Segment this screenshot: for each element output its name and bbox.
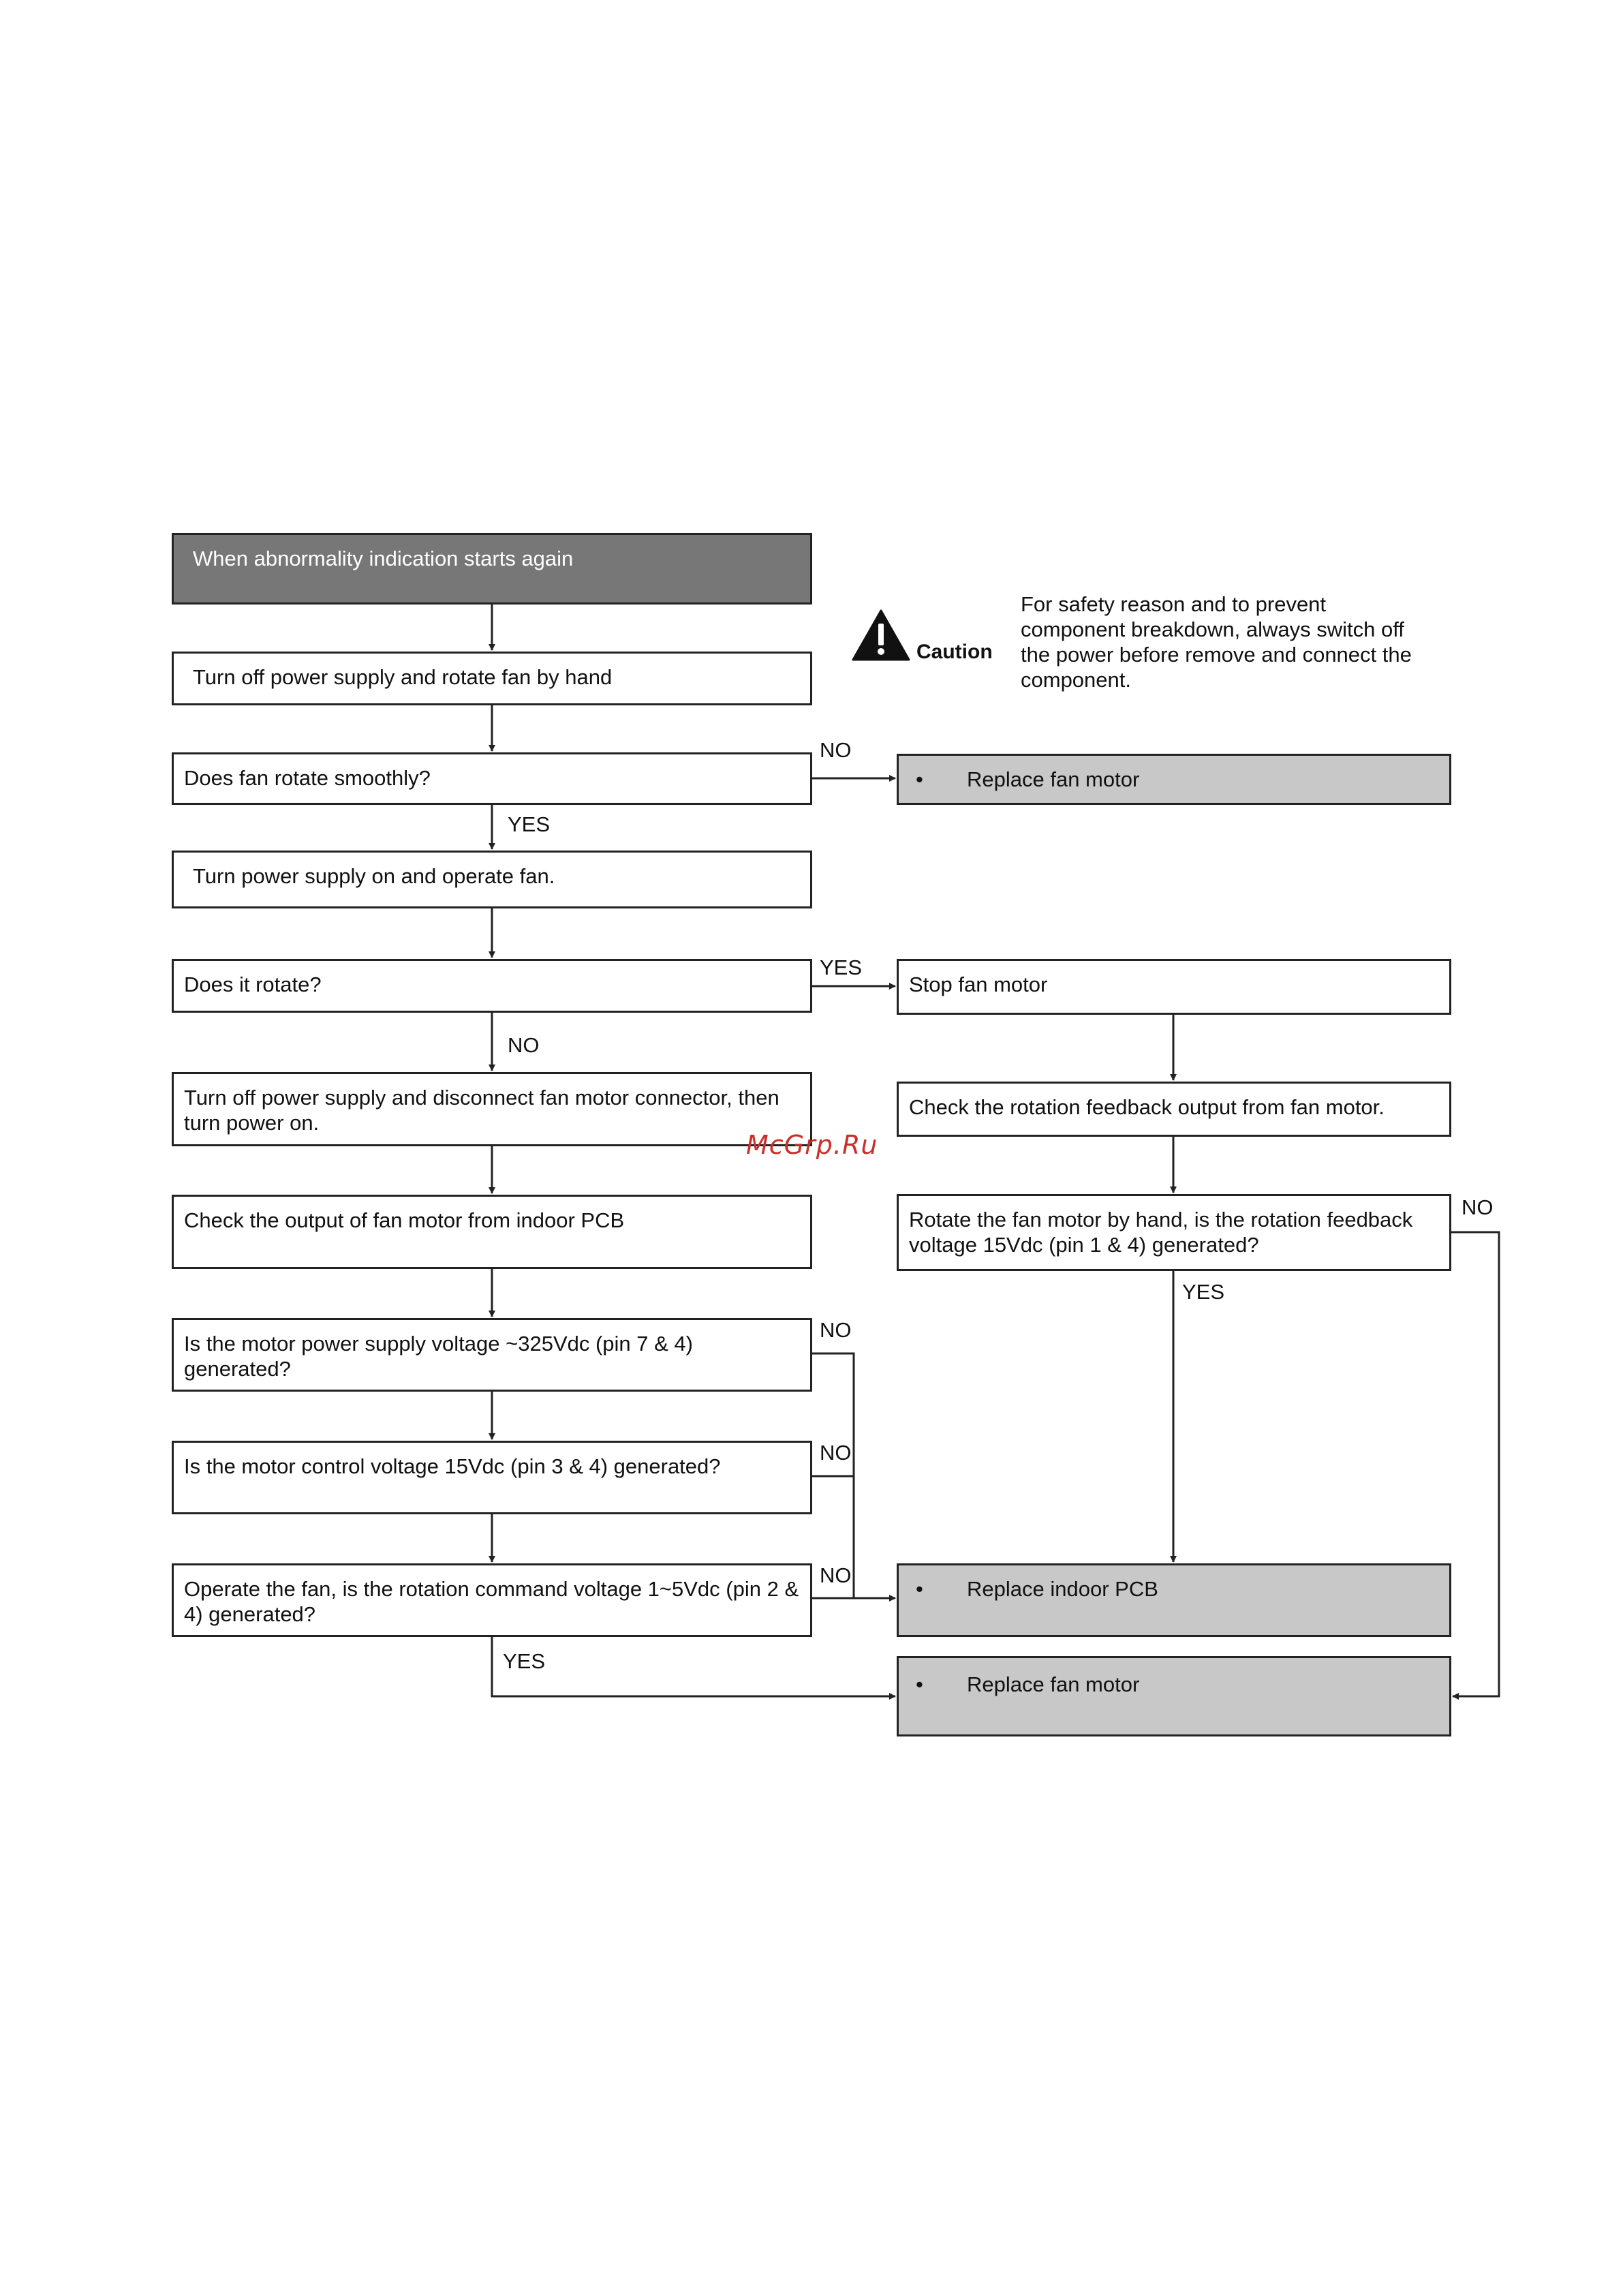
bullet: • xyxy=(916,767,923,791)
bullet: • xyxy=(916,1577,923,1601)
edge-label-q2-yes: YES xyxy=(820,955,863,979)
step-check-feedback-output xyxy=(897,1082,1451,1137)
step-stop-fan-motor xyxy=(897,959,1451,1015)
step-check-output xyxy=(172,1195,812,1269)
edge-label-q3-no: NO xyxy=(820,1318,852,1342)
question-feedback-voltage xyxy=(897,1194,1451,1271)
question-feedback-voltage-label: Rotate the fan motor by hand, is the rotation feedback voltage 15Vdc (pin 1 & 4) generated? xyxy=(909,1208,1413,1257)
edge-label-q5-no: NO xyxy=(820,1563,852,1587)
question-does-it-rotate xyxy=(172,959,812,1013)
question-rotation-command-voltage-label: Operate the fan, is the rotation command voltage 1~5Vdc (pin 2 & 4) generated? xyxy=(184,1577,799,1626)
question-rotate-smoothly xyxy=(172,752,812,805)
step-power-on-label: Turn power supply on and operate fan. xyxy=(193,864,555,888)
question-rotate-smoothly-label: Does fan rotate smoothly? xyxy=(184,766,431,790)
edge-q5-motor xyxy=(492,1636,895,1696)
edge-r4-motor xyxy=(1450,1232,1499,1696)
watermark: McGrp.Ru xyxy=(746,1130,878,1160)
step-rotate-by-hand xyxy=(172,652,812,705)
edge-label-q4-no: NO xyxy=(820,1441,852,1465)
question-control-voltage xyxy=(172,1441,812,1514)
step-power-on xyxy=(172,851,812,908)
edge-label-q5-yes: YES xyxy=(503,1649,546,1673)
edge-label-r4-no: NO xyxy=(1462,1195,1494,1219)
result-replace-fan-motor-2 xyxy=(897,1656,1451,1736)
step-check-feedback-output-label: Check the rotation feedback output from fan motor. xyxy=(909,1095,1385,1119)
result-replace-indoor-pcb xyxy=(897,1563,1451,1637)
question-rotation-command-voltage xyxy=(172,1563,812,1637)
edge-label-q1-yes: YES xyxy=(508,812,551,836)
start-node xyxy=(172,533,812,604)
step-disconnect-connector-label: Turn off power supply and disconnect fan motor connector, then turn power on. xyxy=(184,1086,779,1135)
question-control-voltage-label: Is the motor control voltage 15Vdc (pin 3 & 4) generated? xyxy=(184,1454,721,1478)
step-disconnect-connector xyxy=(172,1072,812,1146)
edge-label-r4-yes: YES xyxy=(1182,1280,1225,1304)
question-power-supply-voltage-label: Is the motor power supply voltage ~325Vdc (pin 7 & 4) generated? xyxy=(184,1332,693,1381)
warning-triangle-icon xyxy=(852,609,910,662)
question-does-it-rotate-label: Does it rotate? xyxy=(184,973,322,996)
result-replace-fan-motor-1 xyxy=(897,754,1451,805)
result-replace-fan-motor-1-label: Replace fan motor xyxy=(967,767,1140,791)
start-node-label: When abnormality indication starts again xyxy=(193,547,574,570)
step-stop-fan-motor-label: Stop fan motor xyxy=(909,973,1048,996)
edge-label-q1-no: NO xyxy=(820,738,852,762)
caution-text: For safety reason and to prevent component breakdown, always switch off the power before remove and connect the component. xyxy=(1021,592,1412,692)
question-power-supply-voltage xyxy=(172,1318,812,1392)
edge-label-q2-no: NO xyxy=(508,1033,540,1057)
result-replace-indoor-pcb-label: Replace indoor PCB xyxy=(967,1577,1158,1601)
caution-label: Caution xyxy=(916,641,993,663)
bullet: • xyxy=(916,1672,923,1696)
result-replace-fan-motor-2-label: Replace fan motor xyxy=(967,1672,1140,1696)
step-check-output-label: Check the output of fan motor from indoor PCB xyxy=(184,1208,625,1232)
step-rotate-by-hand-label: Turn off power supply and rotate fan by hand xyxy=(193,665,613,689)
